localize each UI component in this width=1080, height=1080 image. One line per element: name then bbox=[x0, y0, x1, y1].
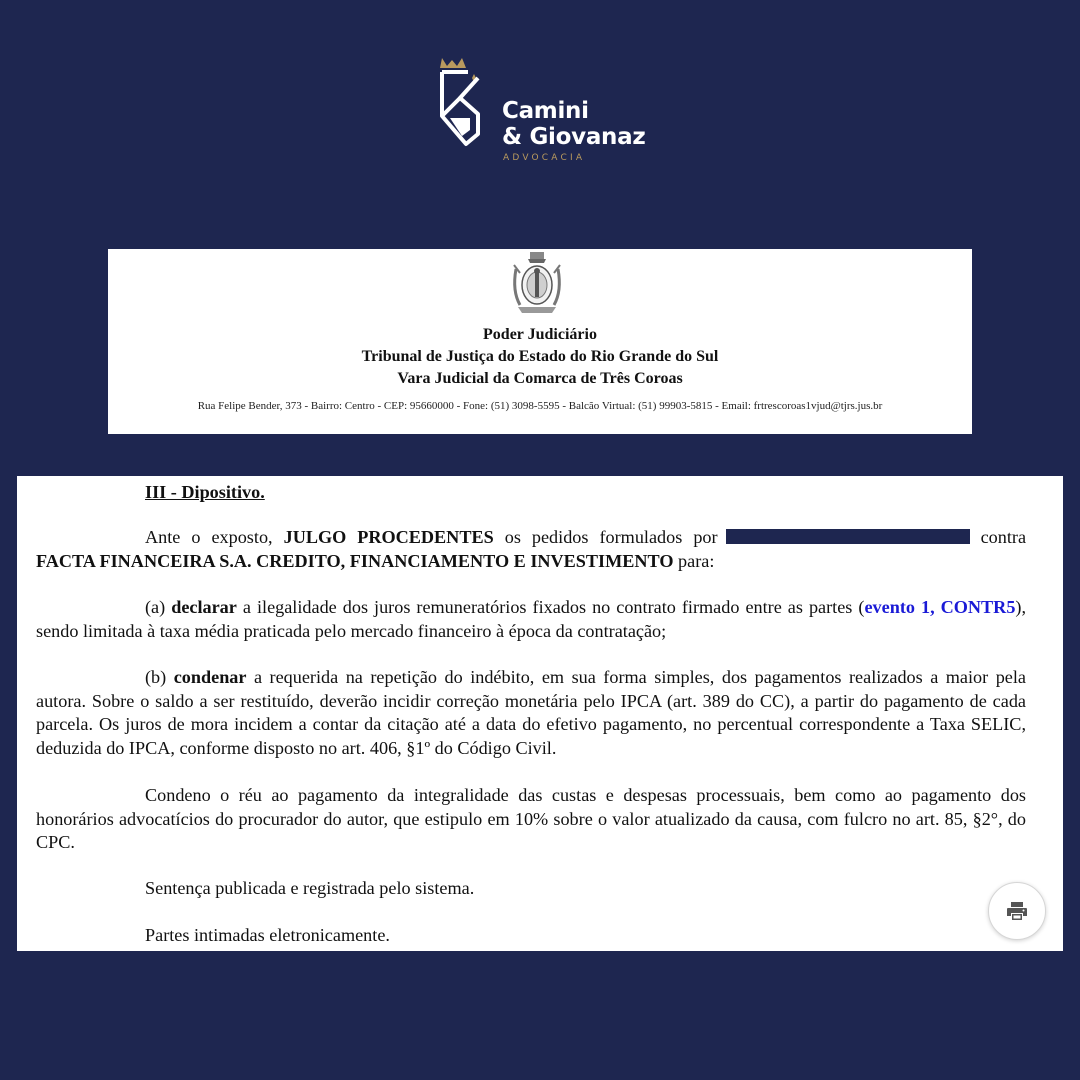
text: os pedidos formulados por bbox=[504, 527, 718, 547]
brand-tagline: ADVOCACIA bbox=[503, 153, 586, 163]
text: a ilegalidade dos juros remuneratórios fixados no contrato firmado entre as partes ( bbox=[242, 597, 865, 617]
text: (b) bbox=[145, 667, 167, 687]
item-a-verb: declarar bbox=[171, 597, 237, 617]
text: Ante o exposto, bbox=[145, 527, 273, 547]
paragraph-notified: Partes intimadas eletronicamente. bbox=[145, 925, 390, 945]
brand-logo bbox=[438, 56, 658, 168]
header-line-tribunal: Tribunal de Justiça do Estado do Rio Grande do Sul bbox=[361, 348, 719, 365]
print-button[interactable] bbox=[988, 882, 1046, 940]
brand-emblem-icon bbox=[438, 56, 484, 148]
paragraph-costs: Condeno o réu ao pagamento da integralidade das custas e despesas processuais, bem como ao pagamento dos honorários advocatícios do procurador do autor, que estipulo em 10% sobre o valor atualizado da causa, com fulcro no art. 85, §2°, do CPC. bbox=[36, 785, 1026, 852]
section-title: III - Dipositivo. bbox=[145, 482, 265, 502]
decision-document bbox=[17, 476, 1063, 951]
header-line-poder: Poder Judiciário bbox=[483, 326, 597, 343]
header-line-vara: Vara Judicial da Comarca de Três Coroas bbox=[397, 370, 683, 387]
text: contra bbox=[980, 527, 1027, 547]
item-b-verb: condenar bbox=[173, 667, 247, 687]
paragraph-ruling bbox=[36, 526, 1026, 573]
evento-link[interactable]: evento 1, CONTR5 bbox=[864, 597, 1016, 617]
header-address: Rua Felipe Bender, 373 - Bairro: Centro - CEP: 95660000 - Fone: (51) 3098-5595 - Balcão Virtual: (51) 99903-5815 - Email: frtrescoroas1vjud@tjrs.jus.br bbox=[197, 400, 883, 412]
text: para: bbox=[678, 550, 715, 571]
text: a requerida na repetição do indébito, em sua forma simples, dos pagamentos realizados a maior pela autora. Sobre o saldo a ser restituído, deverão incidir correção monetária pelo IPCA (art. 389 do CC), a partir do pagamento de cada parcela. Os juros de mora incidem a contar da citação até a data do efetivo pagamento, no percentual correspondente a Taxa SELIC, deduzida do IPCA, conforme disposto no art. 406, §1º do Código Civil. bbox=[36, 667, 1026, 758]
paragraph-published: Sentença publicada e registrada pelo sistema. bbox=[145, 878, 475, 898]
ruling-verdict: JULGO PROCEDENTES bbox=[283, 527, 494, 547]
brand-name-line2: & Giovanaz bbox=[502, 124, 646, 150]
coat-of-arms-icon bbox=[508, 251, 566, 319]
brand-name-line1: Camini bbox=[502, 98, 589, 124]
paragraph-item-b bbox=[36, 666, 1026, 760]
defendant-name: FACTA FINANCEIRA S.A. CREDITO, FINANCIAMENTO E INVESTIMENTO bbox=[36, 550, 674, 571]
paragraph-item-a bbox=[36, 596, 1026, 643]
redaction-bar bbox=[726, 529, 970, 544]
text: ), sendo limitada à taxa média praticada pelo mercado financeiro à época da contratação; bbox=[36, 597, 1027, 641]
court-header-card bbox=[108, 249, 972, 434]
printer-icon bbox=[1005, 899, 1029, 923]
text: (a) bbox=[145, 597, 166, 617]
